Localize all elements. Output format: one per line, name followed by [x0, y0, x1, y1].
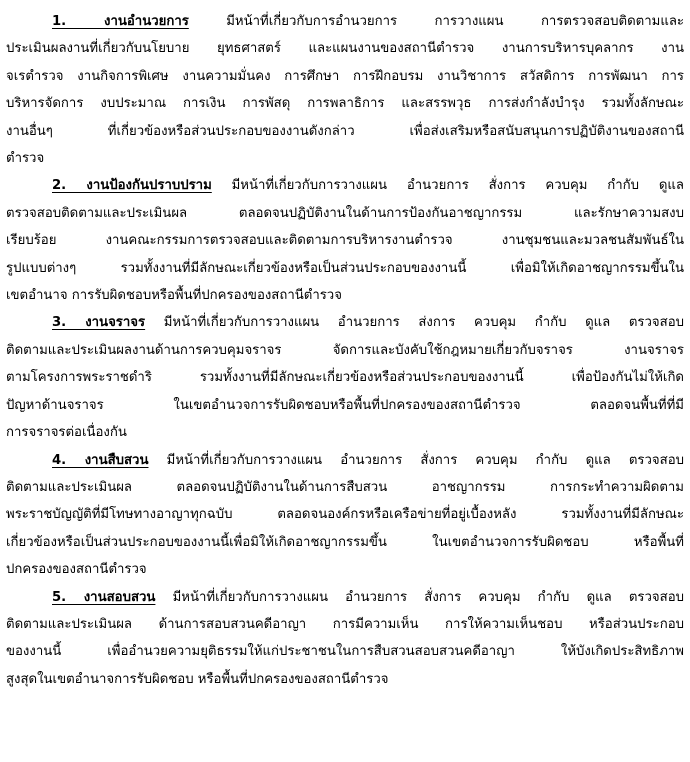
section-text: ติดตามและประเมินผลงานด้านการควบคุมจราจร จัดการและบังคับใช้กฎหมายเกี่ยวกับจราจร งานจราจร	[6, 342, 684, 358]
section-first-line	[6, 447, 684, 474]
section-administration	[6, 8, 684, 172]
section-heading: 2. งานป้องกันปราบปราม	[52, 178, 212, 194]
section-text: บริหารจัดการ งบประมาณ การเงิน การพัสดุ การพลาธิการ และสรรพวุธ การส่งกำลังบำรุง รวมทั้งลักษณะ	[6, 96, 684, 112]
section-text: ติดตามและประเมินผล ตลอดจนปฏิบัติงานในด้านการสืบสวน อาชญากรรม การกระทำความผิดตาม	[6, 479, 684, 495]
section-heading: 5. งานสอบสวน	[52, 589, 156, 605]
section-crime-prevention	[6, 172, 684, 309]
section-first-line	[6, 8, 684, 35]
section-text: จเรตำรวจ งานกิจการพิเศษ งานความมั่นคง การศึกษา การฝึกอบรม งานวิชาการ สวัสดิการ การพัฒนา การ	[6, 68, 684, 84]
section-text: งานอื่นๆ ที่เกี่ยวข้องหรือส่วนประกอบของงานดังกล่าว เพื่อส่งเสริมหรือสนับสนุนการปฏิบัติงานของสถานี	[6, 123, 684, 139]
section-heading: 3. งานจราจร	[52, 315, 146, 331]
section-heading: 4. งานสืบสวน	[52, 452, 149, 468]
section-text: สูงสุดในเขตอำนาจการรับผิดชอบ หรือพื้นที่ปกครองของสถานีตำรวจ	[6, 671, 389, 687]
section-text: ตรวจสอบติดตามและประเมินผล ตลอดจนปฏิบัติงานในด้านการป้องกันอาชญากรรม และรักษาความสงบ	[6, 205, 684, 221]
section-traffic	[6, 309, 684, 446]
section-text: การจราจรต่อเนื่องกัน	[6, 425, 127, 441]
section-text: มีหน้าที่เกี่ยวกับการวางแผน อำนวยการ ส่งการ ควบคุม กำกับ ดูแล ตรวจสอบ	[145, 315, 684, 331]
section-first-line	[6, 172, 684, 199]
section-inquiry	[6, 584, 684, 694]
section-text: ตามโครงการพระราชดำริ รวมทั้งงานที่มีลักษณะเกี่ยวข้องหรือส่วนประกอบของงานนี้ เพื่อป้องกันไม่ให้เกิด	[6, 370, 684, 386]
section-text: ปัญหาด้านจราจร ในเขตอำนวจการรับผิดชอบหรือพื้นที่ปกครองของสถานีตำรวจ ตลอดจนพื้นที่ที่มี	[6, 397, 684, 413]
section-text: เกี่ยวข้องหรือเป็นส่วนประกอบของงานนี้เพื่อมิให้เกิดอาชญากรรมขึ้น ในเขตอำนวจการรับผิดชอบ หรือพื้นที่	[6, 534, 684, 550]
section-text: รูปแบบต่างๆ รวมทั้งงานที่มีลักษณะเกี่ยวข้องหรือเป็นส่วนประกอบของงานนี้ เพื่อมิให้เกิดอาชญากรรมขึ้นใน	[6, 260, 684, 276]
section-text: ตำรวจ	[6, 151, 45, 167]
section-text: เขตอำนาจ การรับผิดชอบหรือพื้นที่ปกครองของสถานีตำรวจ	[6, 288, 342, 304]
section-text: ประเมินผลงานที่เกี่ยวกับนโยบาย ยุทธศาสตร์ และแผนงานของสถานีตำรวจ งานการบริหารบุคลากร งาน	[6, 41, 684, 57]
section-first-line	[6, 309, 684, 336]
section-text: ของงานนี้ เพื่ออำนวยความยุติธรรมให้แก่ประชาชนในการสืบสวนสอบสวนคดีอาญา ให้บังเกิดประสิทธิภาพ	[6, 644, 684, 660]
section-text: พระราชบัญญัติที่มีโทษทางอาญาทุกฉบับ ตลอดจนองค์กรหรือเครือข่ายที่อยู่เบื้องหลัง รวมทั้งงานที่มีลักษณะ	[6, 507, 684, 523]
section-text: มีหน้าที่เกี่ยวกับการอำนวยการ การวางแผน การตรวจสอบติดตามและ	[188, 14, 684, 29]
section-text: มีหน้าที่เกี่ยวกับการวางแผน อำนวยการ สั่งการ ควบคุม กำกับ ดูแล ตรวจสอบ	[148, 452, 684, 468]
section-first-line	[6, 584, 684, 611]
section-text: เรียบร้อย งานคณะกรรมการตรวจสอบและติดตามการบริหารงานตำรวจ งานชุมชนและมวลชนสัมพันธ์ใน	[6, 233, 684, 249]
section-text: มีหน้าที่เกี่ยวกับการวางแผน อำนวยการ สั่งการ ควบคุม กำกับ ดูแล ตรวจสอบ	[155, 589, 684, 605]
section-text: ปกครองของสถานีตำรวจ	[6, 562, 147, 578]
section-investigation	[6, 447, 684, 584]
section-text: ติดตามและประเมินผล ด้านการสอบสวนคดีอาญา การมีความเห็น การให้ความเห็นชอบ หรือส่วนประกอบ	[6, 616, 684, 632]
section-heading: 1. งานอำนวยการ	[52, 14, 189, 29]
section-text: มีหน้าที่เกี่ยวกับการวางแผน อำนวยการ สั่งการ ควบคุม กำกับ ดูแล	[211, 178, 684, 194]
